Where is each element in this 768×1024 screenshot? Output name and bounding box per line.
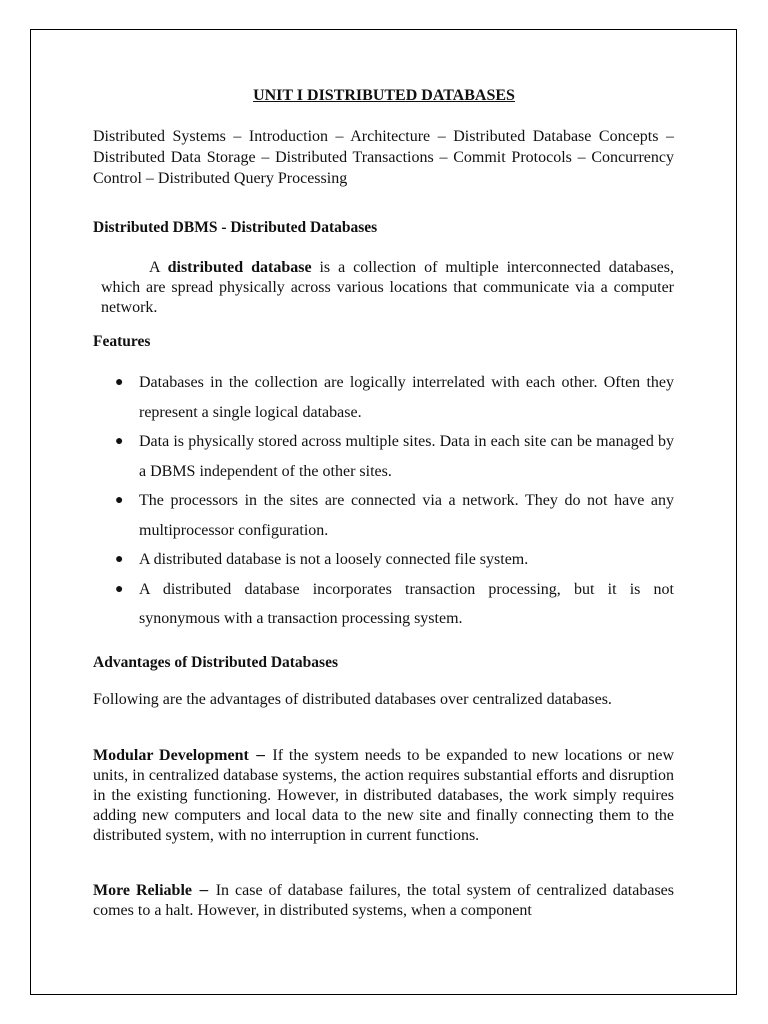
definition-rest: is a collection of multiple interconnected databases, which are spread physically across various locations that communicate via a computer network. <box>101 259 674 316</box>
modular-development-text: If the system needs to be expanded to new locations or new units, in centralized database systems, the action requires substantial efforts and disruption in the existing functioning. However, in distributed databases, the work simply requires adding new computers and local data to the new site and finally connecting them to the distributed system, with no interruption in current functions. <box>93 747 675 844</box>
definition-paragraph <box>101 258 674 318</box>
definition-prefix: A <box>149 259 160 276</box>
feature-item: ● Databases in the collection are logically interrelated with each other. Often they represent a single logical database. <box>93 368 674 427</box>
modular-development-term: Modular Development <box>93 747 249 764</box>
section-heading-features: Features <box>93 333 151 350</box>
modular-development-paragraph <box>93 746 674 846</box>
feature-item: ● A distributed database is not a loosely connected file system. <box>93 545 674 575</box>
reliable-dash: − <box>197 883 210 899</box>
definition-term: distributed database <box>167 259 312 276</box>
page-title: UNIT I DISTRIBUTED DATABASES <box>253 87 515 104</box>
bullet-icon: ● <box>115 552 124 567</box>
feature-item: ● Data is physically stored across multiple sites. Data in each site can be managed by a DBMS independent of the other sites. <box>93 427 674 486</box>
syllabus-topics: Distributed Systems – Introduction – Architecture – Distributed Database Concepts – Distributed Data Storage – Distributed Transactions – Commit Protocols – Concurrency Control – Distributed Query Processing <box>93 128 674 187</box>
section-heading-advantages: Advantages of Distributed Databases <box>93 654 338 671</box>
bullet-icon: ● <box>115 375 124 390</box>
section-heading-distributed-dbms: Distributed DBMS - Distributed Databases <box>93 219 378 236</box>
bullet-icon: ● <box>115 493 124 508</box>
features-list <box>93 368 674 634</box>
bullet-icon: ● <box>115 581 124 597</box>
more-reliable-term: More Reliable <box>93 882 192 899</box>
more-reliable-paragraph <box>93 881 674 921</box>
modular-dash: − <box>254 748 267 764</box>
feature-item: ● The processors in the sites are connected via a network. They do not have any multiprocessor configuration. <box>93 486 674 545</box>
feature-item: ● A distributed database incorporates transaction processing, but it is not synonymous with a transaction processing system. <box>93 575 674 634</box>
bullet-icon: ● <box>115 434 124 449</box>
more-reliable-text: In case of database failures, the total system of centralized databases comes to a halt. However, in distributed systems, when a component <box>93 882 674 919</box>
advantages-intro: Following are the advantages of distributed databases over centralized databases. <box>93 691 612 708</box>
